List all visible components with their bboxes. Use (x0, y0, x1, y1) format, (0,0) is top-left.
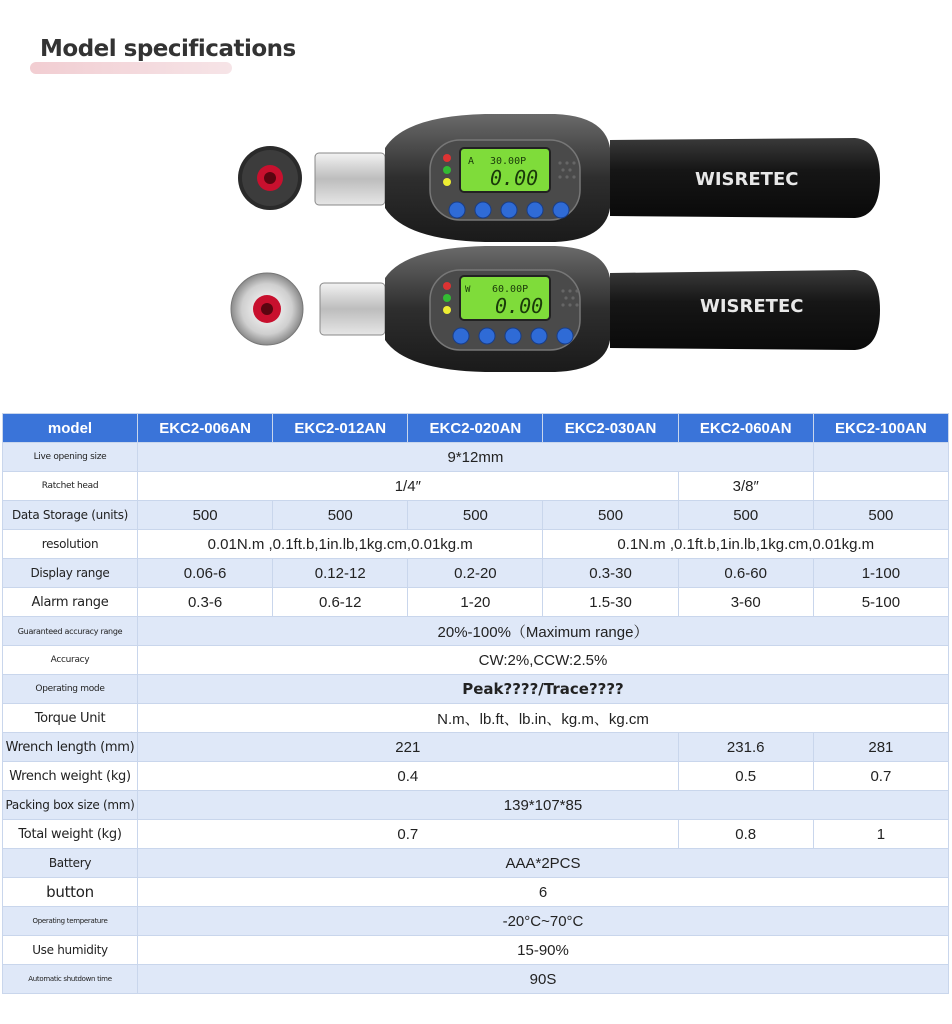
cell: 0.8 (678, 820, 813, 849)
cell: 500 (408, 501, 543, 530)
cell: 20%-100%（Maximum range） (138, 617, 949, 646)
row-label: Display range (3, 559, 138, 588)
table-row (3, 588, 949, 617)
cell: 0.7 (138, 820, 679, 849)
cell: 0.5 (678, 762, 813, 791)
row-label: Wrench length (mm) (3, 733, 138, 762)
cell: 0.01N.m ,0.1ft.b,1in.lb,1kg.cm,0.01kg.m (138, 530, 543, 559)
cell: 139*107*85 (138, 791, 949, 820)
brand-logo-1: WISRETEC (695, 169, 799, 190)
lcd-value-2: 0.00 (495, 294, 544, 318)
cell (813, 472, 948, 501)
lcd-top-1: 30.00P (490, 156, 527, 167)
cell: N.m、lb.ft、lb.in、kg.m、kg.cm (138, 704, 949, 733)
cell: 0.3-6 (138, 588, 273, 617)
row-label: Operating mode (3, 675, 138, 704)
cell: Peak????/Trace???? (138, 675, 949, 704)
row-label: Wrench weight (kg) (3, 762, 138, 791)
cell: AAA*2PCS (138, 849, 949, 878)
cell: 0.2-20 (408, 559, 543, 588)
cell: 5-100 (813, 588, 948, 617)
table-row (3, 762, 949, 791)
row-label: Live opening size (3, 443, 138, 472)
row-label: Accuracy (3, 646, 138, 675)
table-row (3, 646, 949, 675)
title-underline (30, 62, 232, 74)
row-label: Total weight (kg) (3, 820, 138, 849)
product-image (225, 108, 885, 388)
wrench-1 (238, 114, 880, 242)
header-model: EKC2-006AN (138, 414, 273, 443)
table-row (3, 820, 949, 849)
cell: 0.1N.m ,0.1ft.b,1in.lb,1kg.cm,0.01kg.m (543, 530, 949, 559)
cell: 500 (678, 501, 813, 530)
lcd-value-1: 0.00 (490, 166, 539, 190)
row-label: Alarm range (3, 588, 138, 617)
cell: 9*12mm (138, 443, 814, 472)
cell: 0.7 (813, 762, 948, 791)
cell: 0.06-6 (138, 559, 273, 588)
table-row (3, 675, 949, 704)
row-label: Guaranteed accuracy range (3, 617, 138, 646)
cell: 500 (543, 501, 678, 530)
table-row (3, 936, 949, 965)
cell: 0.3-30 (543, 559, 678, 588)
table-row (3, 443, 949, 472)
table-row (3, 791, 949, 820)
cell: 15-90% (138, 936, 949, 965)
svg-text:W: W (465, 285, 471, 295)
cell: 0.12-12 (273, 559, 408, 588)
row-label: Data Storage (units) (3, 501, 138, 530)
cell: 1-100 (813, 559, 948, 588)
cell: 1-20 (408, 588, 543, 617)
row-label: Packing box size (mm) (3, 791, 138, 820)
cell: 0.4 (138, 762, 679, 791)
row-label: Automatic shutdown time (3, 965, 138, 994)
cell: 500 (813, 501, 948, 530)
header-model: EKC2-012AN (273, 414, 408, 443)
svg-text:A: A (468, 156, 475, 167)
row-label: Ratchet head (3, 472, 138, 501)
table-row (3, 849, 949, 878)
lcd-top-2: 60.00P (492, 284, 529, 295)
cell: 6 (138, 878, 949, 907)
table-row (3, 559, 949, 588)
cell: 281 (813, 733, 948, 762)
cell: 0.6-60 (678, 559, 813, 588)
header-model: EKC2-020AN (408, 414, 543, 443)
cell: 1/4″ (138, 472, 679, 501)
page-title: Model specifications (40, 36, 296, 62)
row-label: resolution (3, 530, 138, 559)
cell: 1.5-30 (543, 588, 678, 617)
cell: 500 (138, 501, 273, 530)
cell: 221 (138, 733, 679, 762)
table-row (3, 617, 949, 646)
cell: 500 (273, 501, 408, 530)
row-label: button (3, 878, 138, 907)
cell: -20°C~70°C (138, 907, 949, 936)
table-row (3, 472, 949, 501)
table-row (3, 965, 949, 994)
table-row (3, 530, 949, 559)
header-model: EKC2-100AN (813, 414, 948, 443)
table-row (3, 704, 949, 733)
row-label: Battery (3, 849, 138, 878)
row-label: Torque Unit (3, 704, 138, 733)
row-label: Operating temperature (3, 907, 138, 936)
table-row (3, 907, 949, 936)
cell (813, 443, 948, 472)
table-header-row (3, 414, 949, 443)
cell: 3-60 (678, 588, 813, 617)
wrench-2 (231, 246, 880, 372)
header-model: EKC2-060AN (678, 414, 813, 443)
cell: 231.6 (678, 733, 813, 762)
cell: 90S (138, 965, 949, 994)
table-row (3, 878, 949, 907)
cell: 0.6-12 (273, 588, 408, 617)
header-model-label: model (3, 414, 138, 443)
table-row (3, 733, 949, 762)
brand-logo-2: WISRETEC (700, 296, 804, 317)
cell: CW:2%,CCW:2.5% (138, 646, 949, 675)
header-model: EKC2-030AN (543, 414, 678, 443)
table-row (3, 501, 949, 530)
row-label: Use humidity (3, 936, 138, 965)
spec-table (2, 413, 949, 994)
cell: 1 (813, 820, 948, 849)
cell: 3/8″ (678, 472, 813, 501)
